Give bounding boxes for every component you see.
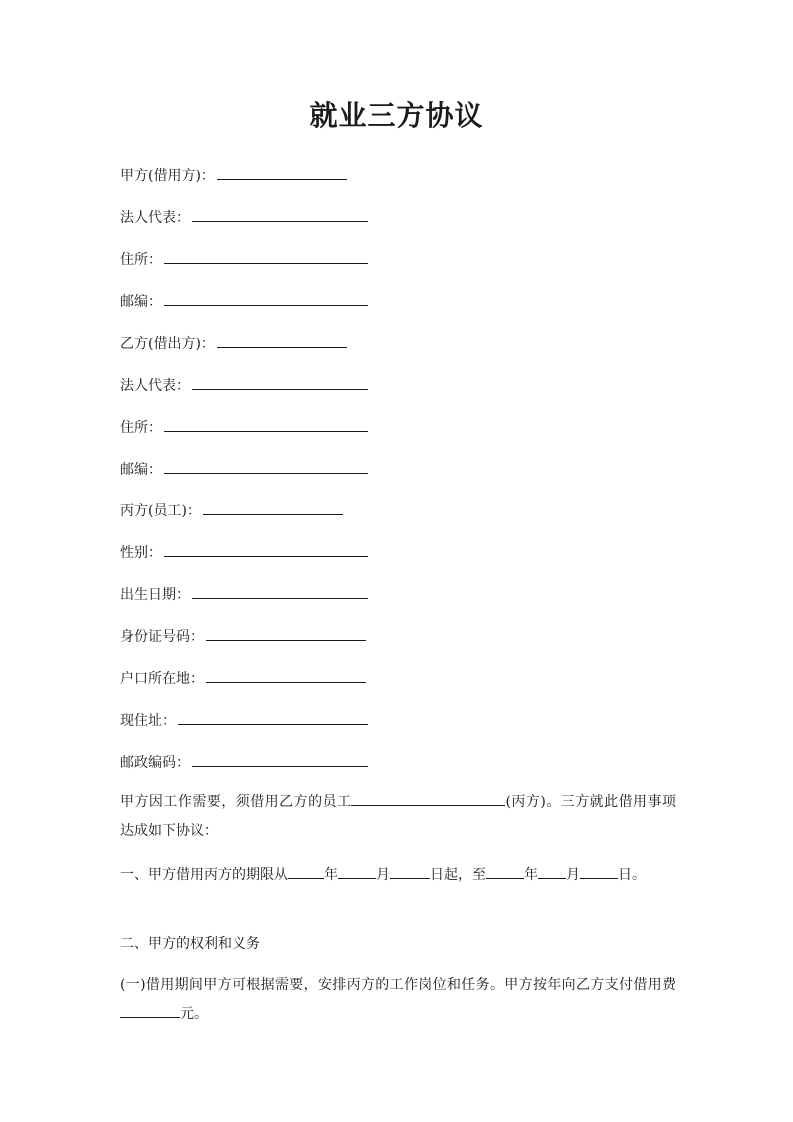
fill-blank[interactable] — [164, 291, 368, 306]
field-party-c — [120, 500, 343, 521]
field-postal-code — [120, 752, 368, 773]
field-birth-date — [120, 584, 368, 605]
fill-blank[interactable] — [192, 752, 368, 767]
field-label: 邮编： — [120, 462, 162, 478]
field-party-b-address — [120, 417, 368, 438]
fill-blank[interactable] — [178, 710, 368, 725]
field-party-b-postcode — [120, 459, 368, 480]
fill-blank[interactable] — [217, 165, 347, 180]
section-heading: 二、甲方的权利和义务 — [120, 936, 260, 952]
field-label: 甲方(借用方)： — [120, 168, 215, 184]
paragraph-text: 日起，至 — [430, 867, 486, 883]
fill-blank[interactable] — [288, 864, 324, 879]
fill-blank[interactable] — [164, 417, 368, 432]
fill-blank[interactable] — [120, 1003, 180, 1018]
field-label: 住所： — [120, 420, 162, 436]
field-id-number — [120, 626, 366, 647]
fill-blank[interactable] — [351, 791, 505, 806]
fill-blank[interactable] — [206, 668, 366, 683]
fill-blank[interactable] — [206, 626, 366, 641]
field-label: 性别： — [120, 545, 162, 561]
fill-blank[interactable] — [538, 864, 566, 879]
paragraph-text: 元。 — [180, 1006, 208, 1022]
document-title: 就业三方协议 — [309, 99, 484, 132]
field-party-a-postcode — [120, 291, 368, 312]
field-party-b-legal-rep — [120, 375, 368, 396]
field-label: 丙方(员工)： — [120, 503, 201, 519]
field-label: 住所： — [120, 252, 162, 268]
fill-blank[interactable] — [338, 864, 376, 879]
paragraph-text: (丙方)。三方就此借用事项达成如下协议： — [120, 794, 676, 839]
paragraph-text: 年 — [324, 867, 338, 883]
field-current-address — [120, 710, 368, 731]
paragraph-term — [120, 861, 676, 890]
field-household-location — [120, 668, 366, 689]
field-label: 邮编： — [120, 294, 162, 310]
paragraph-text: (一)借用期间甲方可根据需要，安排丙方的工作岗位和任务。甲方按年向乙方支付借用费 — [120, 977, 676, 993]
field-party-b — [120, 333, 347, 354]
fill-blank[interactable] — [192, 207, 368, 222]
paragraph-text: 甲方因工作需要，须借用乙方的员工 — [120, 794, 352, 810]
field-label: 乙方(借出方)： — [120, 336, 215, 352]
fill-blank[interactable] — [486, 864, 524, 879]
field-label: 身份证号码： — [120, 629, 204, 645]
field-label: 邮政编码： — [120, 755, 190, 771]
field-label: 法人代表： — [120, 210, 190, 226]
fill-blank[interactable] — [203, 500, 343, 515]
field-label: 出生日期： — [120, 587, 190, 603]
paragraph-text: 月 — [376, 867, 390, 883]
paragraph-text: 月 — [566, 867, 580, 883]
fill-blank[interactable] — [164, 459, 368, 474]
field-label: 户口所在地： — [120, 671, 204, 687]
field-label: 法人代表： — [120, 378, 190, 394]
paragraph-text: 一、甲方借用丙方的期限从 — [120, 867, 288, 883]
field-gender — [120, 542, 368, 563]
paragraph-rights — [120, 971, 676, 1029]
fill-blank[interactable] — [164, 249, 368, 264]
field-label: 现住址： — [120, 713, 176, 729]
paragraph-text: 日。 — [618, 867, 646, 883]
fill-blank[interactable] — [192, 584, 368, 599]
field-party-a-address — [120, 249, 368, 270]
fill-blank[interactable] — [217, 333, 347, 348]
field-party-a-legal-rep — [120, 207, 368, 228]
fill-blank[interactable] — [580, 864, 618, 879]
fill-blank[interactable] — [390, 864, 430, 879]
fill-blank[interactable] — [192, 375, 368, 390]
fill-blank[interactable] — [164, 542, 368, 557]
paragraph-text: 年 — [524, 867, 538, 883]
field-party-a — [120, 165, 347, 186]
paragraph-intro — [120, 788, 676, 846]
